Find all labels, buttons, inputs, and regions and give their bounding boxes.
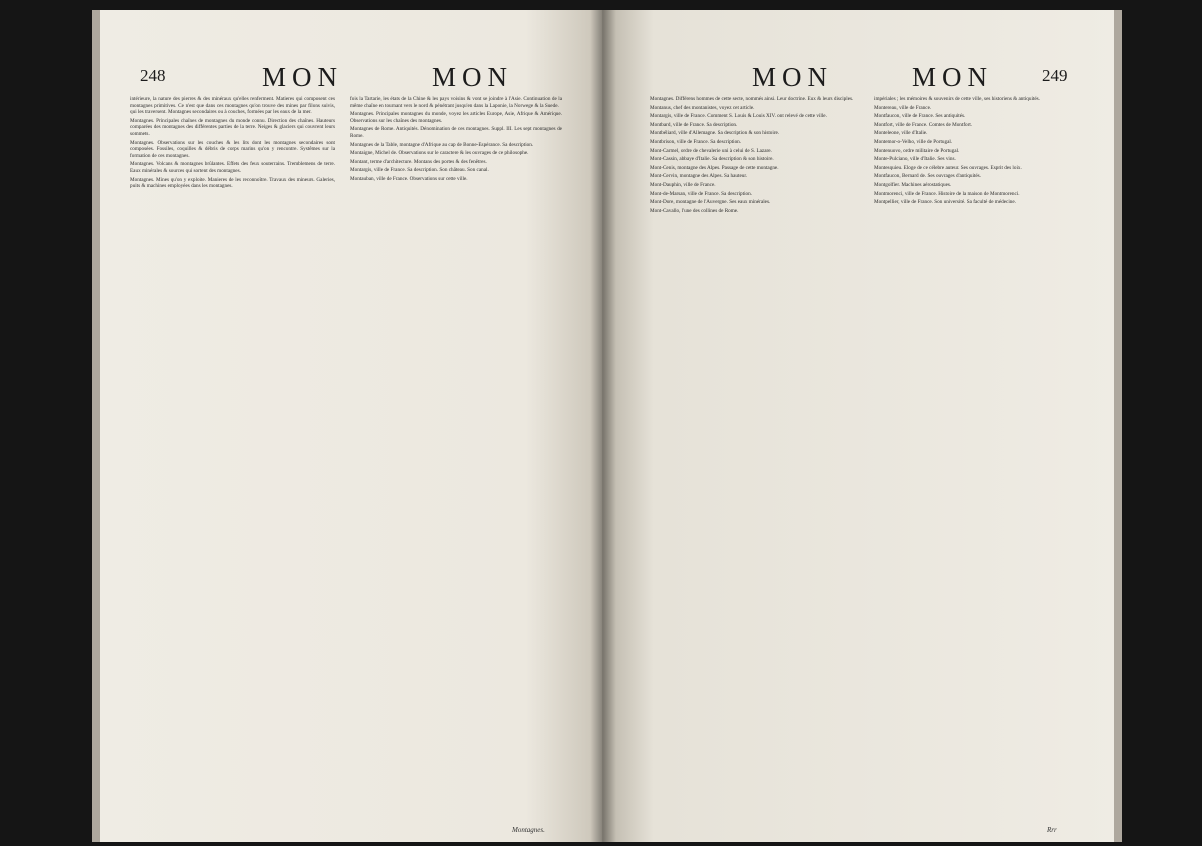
left-column-1 — [130, 96, 335, 192]
right-catchword: Rrr — [1047, 826, 1057, 834]
right-page-number: 249 — [1042, 66, 1068, 85]
entry: Montaigne, Michel de. Observations sur le caractere & les ouvrages de ce philosophe. — [350, 150, 529, 157]
entry: Monte-Pulciano, ville d'Italie. Ses vins. — [874, 156, 956, 163]
entry: Mont-Cervin, montagne des Alpes. Sa hauteur. — [650, 173, 748, 180]
entry: Montgolfier. Machines aérostatiques. — [874, 181, 952, 188]
entry: Mont-Cavallo, l'une des collines de Rome. — [650, 207, 739, 214]
entry: Montagnes. Volcans & montagnes brûlantes. Effets des feux souterrains. Tremblemens de terre. Eaux minérales & sources qui sortent des montagnes. — [130, 161, 335, 174]
entry: impériales ; les mémoires & souvenirs de cette ville, ses historiens & antiquités. — [874, 96, 1040, 102]
left-page-edge — [92, 10, 100, 842]
right-column-1 — [650, 96, 860, 216]
entry: Montbrison, ville de France. Sa description. — [650, 138, 742, 145]
entry: Montagnes. Mines qu'on y exploite. Manieres de les reconnoître. Travaux des mineurs. Galeries, puits & machines employées dans les montagnes. — [130, 176, 335, 190]
entry: Montesquieu. Eloge de ce célebre auteur. Ses ouvrages. Esprit des loix. — [874, 164, 1022, 171]
entry: fois la Tartarie, les états de la Chine & les pays voisins & vont se joindre à l'Asie. Continuation de la même chaîne en tournant vers le nord & pénétrant jusqu'en dans la Laponie, la Norwege & la Suede. — [350, 96, 562, 109]
entry: Montauban, ville de France. Observations sur cette ville. — [350, 175, 468, 182]
entry: Montargis, ville de France. Comment S. Louis & Louis XIV. ont relevé de cette ville. — [650, 113, 827, 120]
entry: Montbéliard, ville d'Allemagne. Sa description & son histoire. — [650, 130, 780, 137]
entry: Mont-Cassin, abbaye d'Italie. Sa description & son histoire. — [650, 156, 774, 163]
entry: Montmorenci, ville de France. Histoire de la maison de Montmorenci. — [874, 190, 1020, 197]
open-book — [92, 10, 1122, 842]
entry: Montfaucon, ville de France. Ses antiquités. — [874, 113, 966, 120]
left-header-title-1: MON — [262, 62, 344, 92]
entry: Mont-de-Marsan, ville de France. Sa description. — [650, 190, 752, 197]
entry: Montant, terme d'architecture. Montans des portes & des fenêtres. — [350, 158, 487, 165]
entry: intérieure, la nature des pierres & des minéraux qu'elles renferment. Matieres qui composent ces montagnes primitives. Ce n'est que dans ces montagnes qu'on trouve des mines par filons suivis, qui les traversent. Montagnes secondaires ou à couches, formées par les eaux de la mer. — [130, 96, 335, 116]
right-column-2 — [874, 96, 1079, 208]
entry: Montfort, ville de France. Comtes de Montfort. — [874, 121, 973, 128]
entry: Montpellier, ville de France. Son université. Sa faculté de médecine. — [874, 199, 1016, 206]
book-gutter — [590, 10, 616, 842]
entry: Montagnes. Principales chaînes de montagnes du monde connu. Direction des chaînes. Hauteurs comparées des montagnes des différentes parties de la terre. Neiges & glaciers qui couvrent leurs sommets. — [130, 117, 335, 137]
entry: Montagnes. Différens hommes de cette secte, nommés ainsi. Leur doctrine. Eux & leurs disciples. — [650, 96, 854, 102]
right-page — [602, 10, 1122, 842]
entry: Montereau, ville de France. — [874, 104, 932, 111]
entry: Mont-Cenis, montagne des Alpes. Passage de cette montagne. — [650, 164, 779, 171]
entry: Montenuovo, ordre militaire de Portugal. — [874, 147, 960, 154]
entry: Montfaucon, Bernard de. Ses ouvrages d'antiquités. — [874, 173, 981, 180]
right-page-edge — [1114, 10, 1122, 842]
left-column-2 — [350, 96, 562, 185]
entry: Mont-Carmel, ordre de chevalerie uni à celui de S. Lazare. — [650, 147, 772, 154]
entry: Montagnes. Observations sur les couches & les lits dont les montagnes secondaires sont composées. Fossiles, coquilles & débris de corps marins qu'on y rencontre. Systêmes sur la formation de ces montagnes. — [130, 139, 335, 159]
left-page-number: 248 — [140, 66, 166, 85]
right-header-title-1: MON — [752, 62, 834, 92]
entry: Montagnes de Rome. Antiquités. Dénomination de ces montagnes. Suppl. III. Les sept montagnes de Rome. — [350, 126, 562, 139]
entry: Montemor-o-Velho, ville de Portugal. — [874, 138, 953, 145]
left-catchword: Montagnes. — [512, 826, 545, 834]
entry: Montbard, ville de France. Sa description. — [650, 121, 738, 128]
entry: Montagnes. Principales montagnes du monde, voyez les articles Europe, Asie, Afrique & Amérique. Observations sur les chaînes des montagnes. — [350, 111, 562, 124]
entry: Monteleone, ville d'Italie. — [874, 130, 928, 137]
entry: Montagnes de la Table, montagne d'Afrique au cap de Bonne-Espérance. Sa description. — [350, 141, 534, 148]
right-header-title-2: MON — [912, 62, 994, 92]
entry: Mont-Dore, montagne de l'Auvergne. Ses eaux minérales. — [650, 199, 771, 206]
left-page — [92, 10, 602, 842]
left-header-title-2: MON — [432, 62, 514, 92]
entry: Mont-Dauphin, ville de France. — [650, 181, 716, 188]
entry: Montanus, chef des montanistes, voyez cet article. — [650, 104, 755, 111]
entry: Montargis, ville de France. Sa description. Son château. Son canal. — [350, 167, 489, 174]
